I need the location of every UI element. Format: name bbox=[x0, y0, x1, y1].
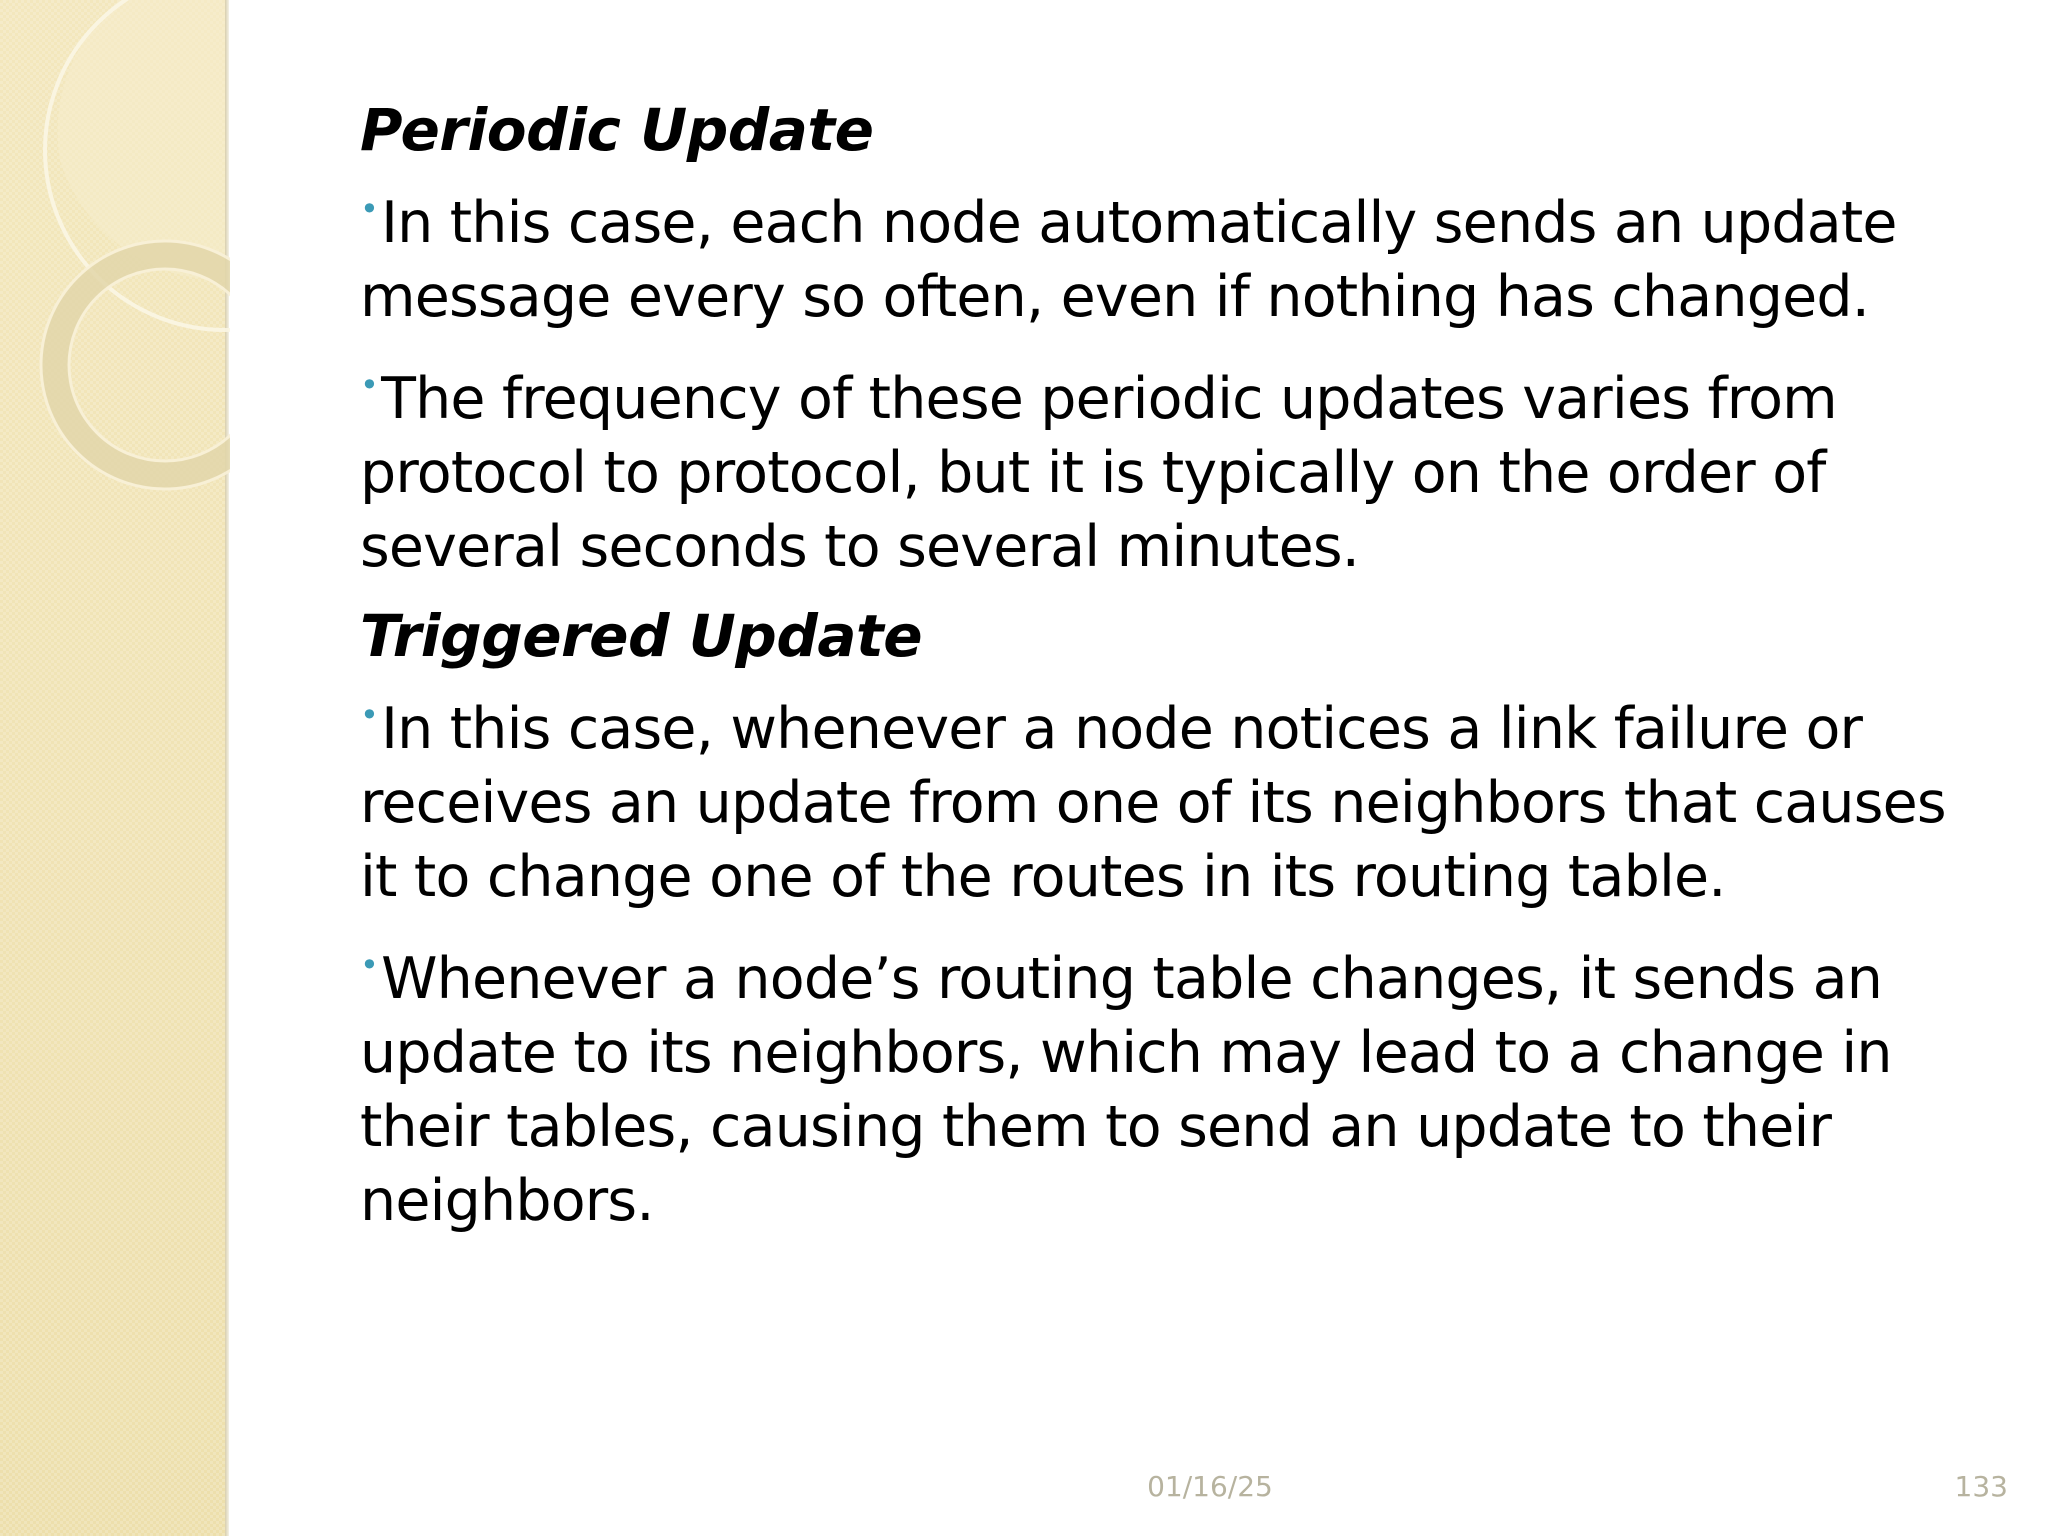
bullet-icon: • bbox=[360, 696, 379, 734]
decorative-rings bbox=[0, 0, 230, 520]
bullet-text: Whenever a node’s routing table changes, it sends an update to its neighbors, which may lead to a change in their tables, causing them to send an update to their neighbors. bbox=[360, 946, 1892, 1234]
bullet-text: The frequency of these periodic updates varies from protocol to protocol, but it is typically on the order of several seconds to several minutes. bbox=[360, 366, 1837, 580]
bullet-item bbox=[360, 348, 1980, 584]
heading-periodic-update: Periodic Update bbox=[360, 96, 874, 164]
footer-page-number: 133 bbox=[1954, 1470, 2008, 1503]
footer-date: 01/16/25 bbox=[1147, 1470, 1273, 1503]
bullet-item bbox=[360, 678, 1980, 914]
bullet-icon: • bbox=[360, 366, 379, 404]
thick-ring bbox=[55, 255, 230, 475]
slide-content bbox=[360, 92, 1980, 1252]
heading-triggered-update: Triggered Update bbox=[360, 602, 923, 670]
bullet-icon: • bbox=[360, 190, 379, 228]
bullet-item bbox=[360, 928, 1980, 1238]
bullet-text: In this case, whenever a node notices a link failure or receives an update from one of its neighbors that causes it to change one of the routes in its routing table. bbox=[360, 696, 1946, 910]
bullet-item bbox=[360, 172, 1980, 334]
bullet-icon: • bbox=[360, 946, 379, 984]
bullet-text: In this case, each node automatically sends an update message every so often, even if nothing has changed. bbox=[360, 190, 1897, 330]
